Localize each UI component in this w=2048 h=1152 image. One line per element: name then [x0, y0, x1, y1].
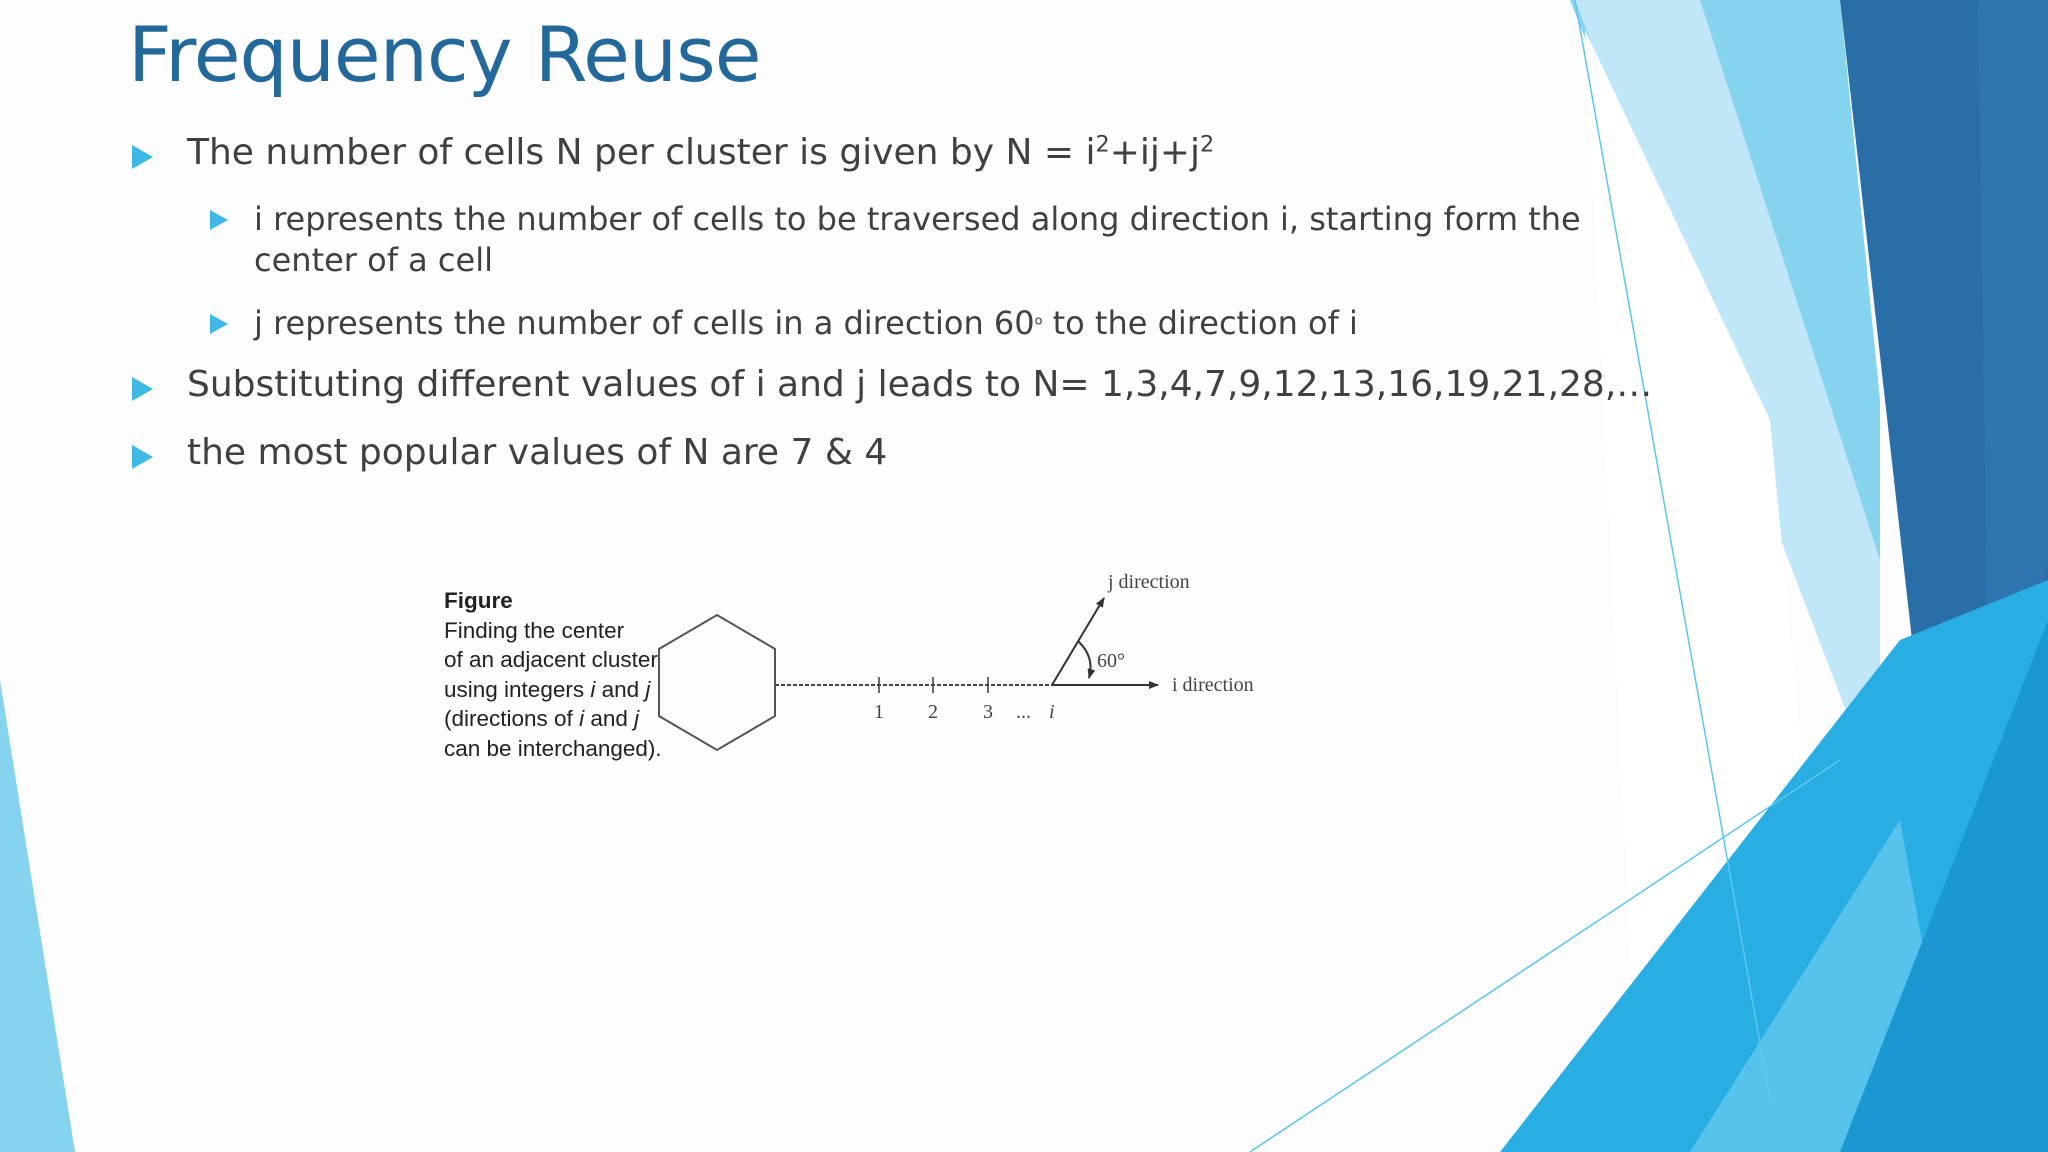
bullet-text: The number of cells N per cluster is given by $N = i^2+ij+j^2$ [187, 131, 1215, 173]
deco-shape-left-strip [0, 680, 75, 1152]
tick-label: 1 [874, 701, 884, 723]
tick-label: ... [1016, 701, 1031, 723]
angle-label: 60° [1097, 650, 1125, 672]
slide-title: Frequency Reuse [128, 10, 761, 99]
cluster-diagram [440, 560, 1280, 770]
sub-bullet-j-definition: j represents the number of cells in a direction 60$^o$ to the direction of i [254, 304, 1358, 342]
bullet-substituting-values: Substituting different values of i and j leads to N= 1,3,4,7,9,12,13,16,19,21,28,… [187, 364, 1653, 405]
bullet-cluster-formula [187, 132, 1214, 173]
bullet-marker [132, 445, 153, 469]
tick-label: i [1049, 701, 1055, 723]
sub-bullet-i-definition: i represents the number of cells to be traversed along direction i, starting form the center of a cell [254, 200, 1581, 279]
cluster-figure [440, 560, 1280, 770]
j-direction-label: j direction [1108, 571, 1190, 593]
figure-caption: Figure Finding the center of an adjacent cluster using integers i and j (directions of i and j can be interchanged). [444, 588, 662, 761]
tick-label: 3 [983, 701, 993, 723]
bullet-marker [132, 145, 153, 169]
bullet-popular-values: the most popular values of N are 7 & 4 [187, 432, 888, 473]
hexagon-cell [659, 615, 775, 750]
sub-bullet-marker [210, 210, 228, 230]
sub-bullet-marker [210, 314, 228, 334]
i-direction-label: i direction [1172, 674, 1254, 696]
tick-label: 2 [928, 701, 938, 723]
bullet-marker [132, 377, 153, 401]
angle-arc [1078, 641, 1091, 678]
